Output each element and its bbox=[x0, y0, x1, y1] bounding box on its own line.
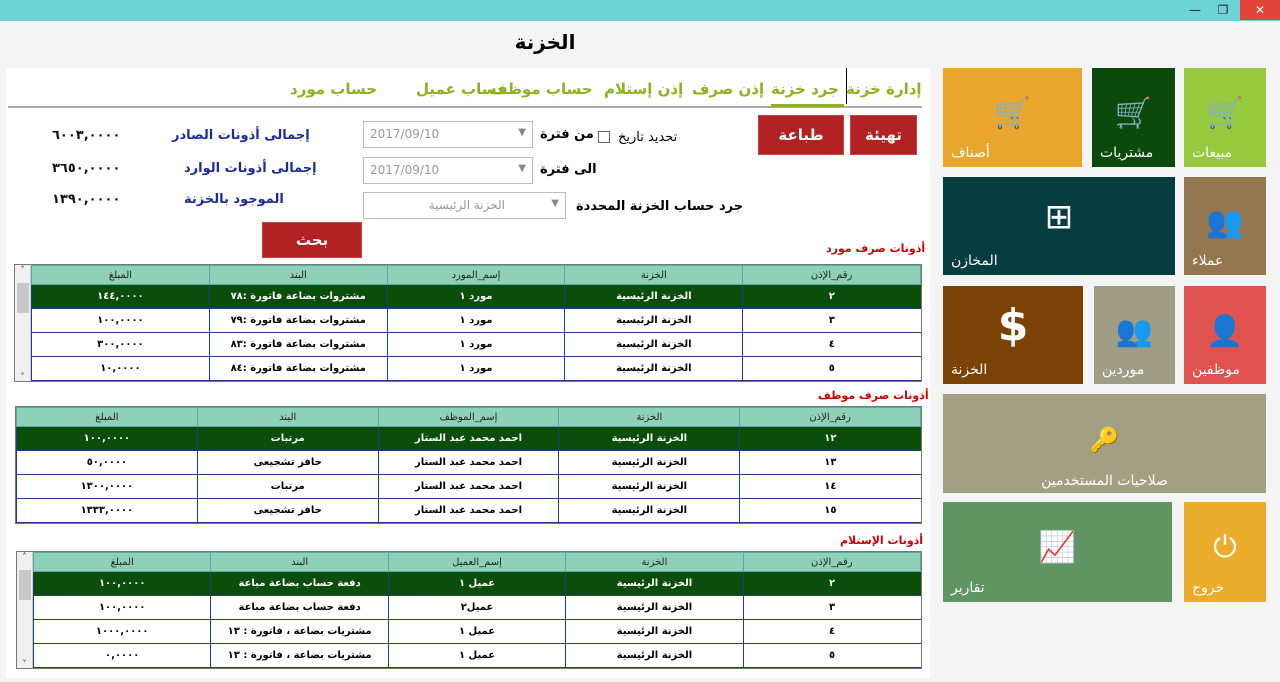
tile-label: موظفين bbox=[1192, 362, 1240, 378]
table-row[interactable] bbox=[32, 285, 921, 309]
table-cell: ١٠٠,٠٠٠٠ bbox=[32, 309, 210, 333]
page-title: الخزنة bbox=[514, 30, 576, 54]
tile-shopping-cart[interactable] bbox=[943, 68, 1082, 167]
table-row[interactable] bbox=[17, 451, 921, 475]
power-icon: ⏻ bbox=[1213, 530, 1237, 565]
to-date-value: 2017/09/10 bbox=[370, 163, 440, 177]
header-row bbox=[34, 553, 921, 572]
column-header[interactable]: البند bbox=[197, 408, 378, 427]
tab-1[interactable]: جرد خزنة bbox=[771, 80, 839, 98]
table-cell: الخزنة الرئيسية bbox=[566, 572, 743, 596]
from-label: من فترة bbox=[540, 127, 594, 142]
tab-5[interactable]: حساب عميل bbox=[416, 80, 508, 98]
tab-4[interactable]: حساب موظف bbox=[490, 80, 593, 98]
table-cell: الخزنة الرئيسية bbox=[559, 427, 740, 451]
table-cell: ١٤٤,٠٠٠٠ bbox=[32, 285, 210, 309]
tile-cart[interactable] bbox=[1184, 68, 1266, 167]
table-cell: الخزنة الرئيسية bbox=[559, 499, 740, 523]
balance-value: ١٣٩٠,٠٠٠٠ bbox=[52, 192, 121, 207]
total-out-value: ٦٠٠٣,٠٠٠٠ bbox=[52, 128, 121, 143]
cart-icon: 🛒 bbox=[1206, 96, 1244, 131]
table-cell: ٢ bbox=[743, 572, 920, 596]
column-header[interactable]: المبلغ bbox=[32, 266, 210, 285]
scroll-down-icon[interactable]: ˅ bbox=[20, 372, 25, 381]
table-cell: الخزنة الرئيسية bbox=[565, 309, 743, 333]
chevron-down-icon: ▼ bbox=[518, 127, 526, 138]
table-row[interactable] bbox=[17, 499, 921, 523]
tile-label: تقارير bbox=[951, 580, 985, 596]
to-label: الى فترة bbox=[540, 162, 597, 177]
column-header[interactable]: الخزنة bbox=[565, 266, 743, 285]
table-cell: مورد ١ bbox=[387, 309, 565, 333]
tile-label: أصناف bbox=[951, 145, 990, 161]
balance-label: الموجود بالخزنة bbox=[184, 192, 284, 207]
date-check-label: تحديد تاريخ bbox=[618, 130, 678, 145]
table-cell: مورد ١ bbox=[387, 285, 565, 309]
table-cell: عميل ١ bbox=[388, 572, 565, 596]
scrollbar[interactable] bbox=[15, 265, 31, 381]
scrollbar[interactable] bbox=[17, 552, 33, 668]
group-icon: 👥 bbox=[1206, 205, 1244, 240]
table-cell: ١٥ bbox=[740, 499, 921, 523]
total-out-label: إجمالى أذونات الصادر bbox=[172, 128, 310, 143]
table-row[interactable] bbox=[34, 596, 921, 620]
table-cell: الخزنة الرئيسية bbox=[566, 620, 743, 644]
tab-2[interactable]: إذن صرف bbox=[692, 80, 765, 98]
section-title: أذونات صرف مورد bbox=[826, 242, 926, 255]
table-cell: ٣ bbox=[743, 596, 920, 620]
table-cell: مشتروات بضاعة فاتورة :٨٤ bbox=[209, 357, 387, 381]
table-cell: ٤ bbox=[743, 620, 920, 644]
close-button[interactable]: ✕ bbox=[1240, 0, 1280, 20]
tile-label: عملاء bbox=[1192, 253, 1224, 269]
scroll-up-icon[interactable]: ˄ bbox=[20, 265, 25, 274]
column-header[interactable]: إسم_المورد bbox=[387, 266, 565, 285]
table-cell: ٢ bbox=[743, 285, 921, 309]
tile-label: صلاحيات المستخدمين bbox=[1041, 473, 1168, 489]
table-cell: عميل ١ bbox=[388, 620, 565, 644]
scroll-thumb[interactable] bbox=[19, 570, 31, 600]
grid-0[interactable] bbox=[14, 264, 922, 382]
tile-group[interactable] bbox=[1094, 286, 1175, 384]
table-cell: ٤ bbox=[743, 333, 921, 357]
header-row bbox=[17, 408, 921, 427]
tile-chart[interactable] bbox=[943, 502, 1172, 602]
money-bag-icon: $ bbox=[997, 300, 1029, 351]
table-cell: ٣٠٠,٠٠٠٠ bbox=[32, 333, 210, 357]
table-cell: ١٠٠,٠٠٠٠ bbox=[34, 572, 211, 596]
grid-2[interactable] bbox=[16, 551, 922, 669]
store-icon: ⊞ bbox=[1044, 197, 1074, 237]
total-in-label: إجمالى أذونات الوارد bbox=[184, 161, 317, 176]
chevron-down-icon: ▼ bbox=[551, 198, 559, 209]
tab-0[interactable]: إدارة خزنة bbox=[846, 80, 922, 98]
scroll-thumb[interactable] bbox=[17, 283, 29, 313]
tile-person[interactable] bbox=[1184, 286, 1266, 384]
table-cell: ١٣ bbox=[740, 451, 921, 475]
table-cell: مشتريات بضاعة ، فاتورة : ١٣ bbox=[211, 620, 388, 644]
table-cell: الخزنة الرئيسية bbox=[559, 475, 740, 499]
column-header[interactable]: إسم_الموظف bbox=[378, 408, 559, 427]
table-row[interactable] bbox=[32, 357, 921, 381]
table-cell: مشتروات بضاعة فاتورة :٧٩ bbox=[209, 309, 387, 333]
tile-group[interactable] bbox=[1184, 177, 1266, 275]
scroll-up-icon[interactable]: ˄ bbox=[22, 552, 27, 561]
table-cell: مورد ١ bbox=[387, 333, 565, 357]
tile-label: مشتريات bbox=[1100, 145, 1154, 161]
group-icon: 👥 bbox=[1115, 314, 1154, 349]
chevron-down-icon: ▼ bbox=[518, 163, 526, 174]
table-row[interactable] bbox=[32, 309, 921, 333]
column-header[interactable]: الخزنة bbox=[559, 408, 740, 427]
table-cell: دفعة حساب بضاعة مباعة bbox=[211, 596, 388, 620]
table-cell: مرتبات bbox=[197, 475, 378, 499]
treasury-value: الخزنة الرئيسية bbox=[428, 198, 505, 212]
from-date-picker[interactable] bbox=[363, 121, 533, 148]
table-cell: الخزنة الرئيسية bbox=[565, 285, 743, 309]
person-icon: 👤 bbox=[1206, 314, 1244, 349]
table-cell: ١٣٣٣,٠٠٠٠ bbox=[17, 499, 198, 523]
user-key-icon: 🔑 bbox=[1089, 426, 1120, 454]
table-row[interactable] bbox=[17, 427, 921, 451]
total-in-value: ٣٦٥٠,٠٠٠٠ bbox=[52, 161, 121, 176]
date-checkbox[interactable] bbox=[598, 131, 610, 143]
column-header[interactable]: رقم_الإذن bbox=[740, 408, 921, 427]
tile-label: مبيعات bbox=[1192, 145, 1233, 161]
to-date-picker[interactable] bbox=[363, 157, 533, 184]
chart-icon: 📈 bbox=[1038, 530, 1077, 565]
table-cell: ٥٠,٠٠٠٠ bbox=[17, 451, 198, 475]
table-cell: دفعة حساب بضاعة مباعة bbox=[211, 572, 388, 596]
table-cell: ١٣٠٠,٠٠٠٠ bbox=[17, 475, 198, 499]
tab-6[interactable]: حساب مورد bbox=[290, 80, 378, 98]
tile-cart-badge[interactable] bbox=[1092, 68, 1175, 167]
table-cell: احمد محمد عبد الستار bbox=[378, 475, 559, 499]
table-cell: عميل ١ bbox=[388, 644, 565, 668]
table-cell: مشتروات بضاعة فاتورة :٨٣ bbox=[209, 333, 387, 357]
table-cell: الخزنة الرئيسية bbox=[565, 357, 743, 381]
tile-store[interactable] bbox=[943, 177, 1175, 275]
table-cell: ١٠٠,٠٠٠٠ bbox=[17, 427, 198, 451]
column-header[interactable]: رقم_الإذن bbox=[743, 266, 921, 285]
table-cell: احمد محمد عبد الستار bbox=[378, 451, 559, 475]
table-row[interactable] bbox=[17, 475, 921, 499]
table-cell: حافز تشجيعى bbox=[197, 499, 378, 523]
column-header[interactable]: البند bbox=[211, 553, 388, 572]
section-title: أذونات صرف موظف bbox=[818, 389, 929, 402]
table-cell: احمد محمد عبد الستار bbox=[378, 427, 559, 451]
tile-user-key[interactable] bbox=[943, 394, 1266, 493]
table-cell: حافز تشجيعى bbox=[197, 451, 378, 475]
cart-badge-icon: 🛒 bbox=[1114, 96, 1153, 131]
reset-button[interactable]: تهيئة bbox=[850, 115, 917, 155]
column-header[interactable]: رقم_الإذن bbox=[743, 553, 920, 572]
table-cell: الخزنة الرئيسية bbox=[565, 333, 743, 357]
header-row bbox=[32, 266, 921, 285]
treasury-label: جرد حساب الخزنة المحددة bbox=[576, 199, 744, 214]
table-cell: ٣ bbox=[743, 309, 921, 333]
table-cell: ١٤ bbox=[740, 475, 921, 499]
tile-label: موردين bbox=[1102, 362, 1145, 378]
table-cell: ١٠٠٠,٠٠٠٠ bbox=[34, 620, 211, 644]
tab-3[interactable]: إذن إستلام bbox=[604, 80, 684, 98]
search-button[interactable]: بحث bbox=[262, 222, 362, 258]
tile-label: خروج bbox=[1192, 580, 1225, 596]
table-cell: الخزنة الرئيسية bbox=[559, 451, 740, 475]
table-cell: مشتروات بضاعة فاتورة :٧٨ bbox=[209, 285, 387, 309]
table-row[interactable] bbox=[32, 333, 921, 357]
table-row[interactable] bbox=[34, 620, 921, 644]
column-header[interactable]: المبلغ bbox=[17, 408, 198, 427]
treasury-select[interactable] bbox=[363, 192, 566, 219]
table-cell: ٥ bbox=[743, 644, 920, 668]
table-cell: احمد محمد عبد الستار bbox=[378, 499, 559, 523]
tile-label: الخزنة bbox=[951, 362, 988, 378]
table-cell: ٠,٠٠٠٠ bbox=[34, 644, 211, 668]
maximize-button[interactable]: ❐ bbox=[1217, 3, 1229, 17]
column-header[interactable]: إسم_العميل bbox=[388, 553, 565, 572]
column-header[interactable]: الخزنة bbox=[566, 553, 743, 572]
table-cell: ١٢ bbox=[740, 427, 921, 451]
table-cell: ٥ bbox=[743, 357, 921, 381]
table-cell: عميل٢ bbox=[388, 596, 565, 620]
section-title: أذونات الإستلام bbox=[840, 534, 924, 547]
shopping-cart-icon: 🛒 bbox=[993, 96, 1032, 131]
grid-1[interactable] bbox=[15, 406, 922, 524]
tile-money-bag[interactable] bbox=[943, 286, 1083, 384]
table-row[interactable] bbox=[34, 572, 921, 596]
column-header[interactable]: البند bbox=[209, 266, 387, 285]
scroll-down-icon[interactable]: ˅ bbox=[22, 659, 27, 668]
tile-label: المخازن bbox=[951, 253, 998, 269]
selected-tab-indicator bbox=[771, 104, 844, 107]
table-cell: مشتريات بضاعة ، فاتورة : ١٣ bbox=[211, 644, 388, 668]
minimize-button[interactable]: — bbox=[1189, 3, 1201, 17]
print-button[interactable]: طباعة bbox=[758, 115, 844, 155]
from-date-value: 2017/09/10 bbox=[370, 127, 440, 141]
tile-power[interactable] bbox=[1184, 502, 1266, 602]
table-cell: مرتبات bbox=[197, 427, 378, 451]
title-bar bbox=[0, 0, 1280, 21]
table-cell: مورد ١ bbox=[387, 357, 565, 381]
table-cell: ١٠٠,٠٠٠٠ bbox=[34, 596, 211, 620]
table-cell: الخزنة الرئيسية bbox=[566, 596, 743, 620]
table-cell: الخزنة الرئيسية bbox=[566, 644, 743, 668]
column-header[interactable]: المبلغ bbox=[34, 553, 211, 572]
table-cell: ١٠,٠٠٠٠ bbox=[32, 357, 210, 381]
table-row[interactable] bbox=[34, 644, 921, 668]
